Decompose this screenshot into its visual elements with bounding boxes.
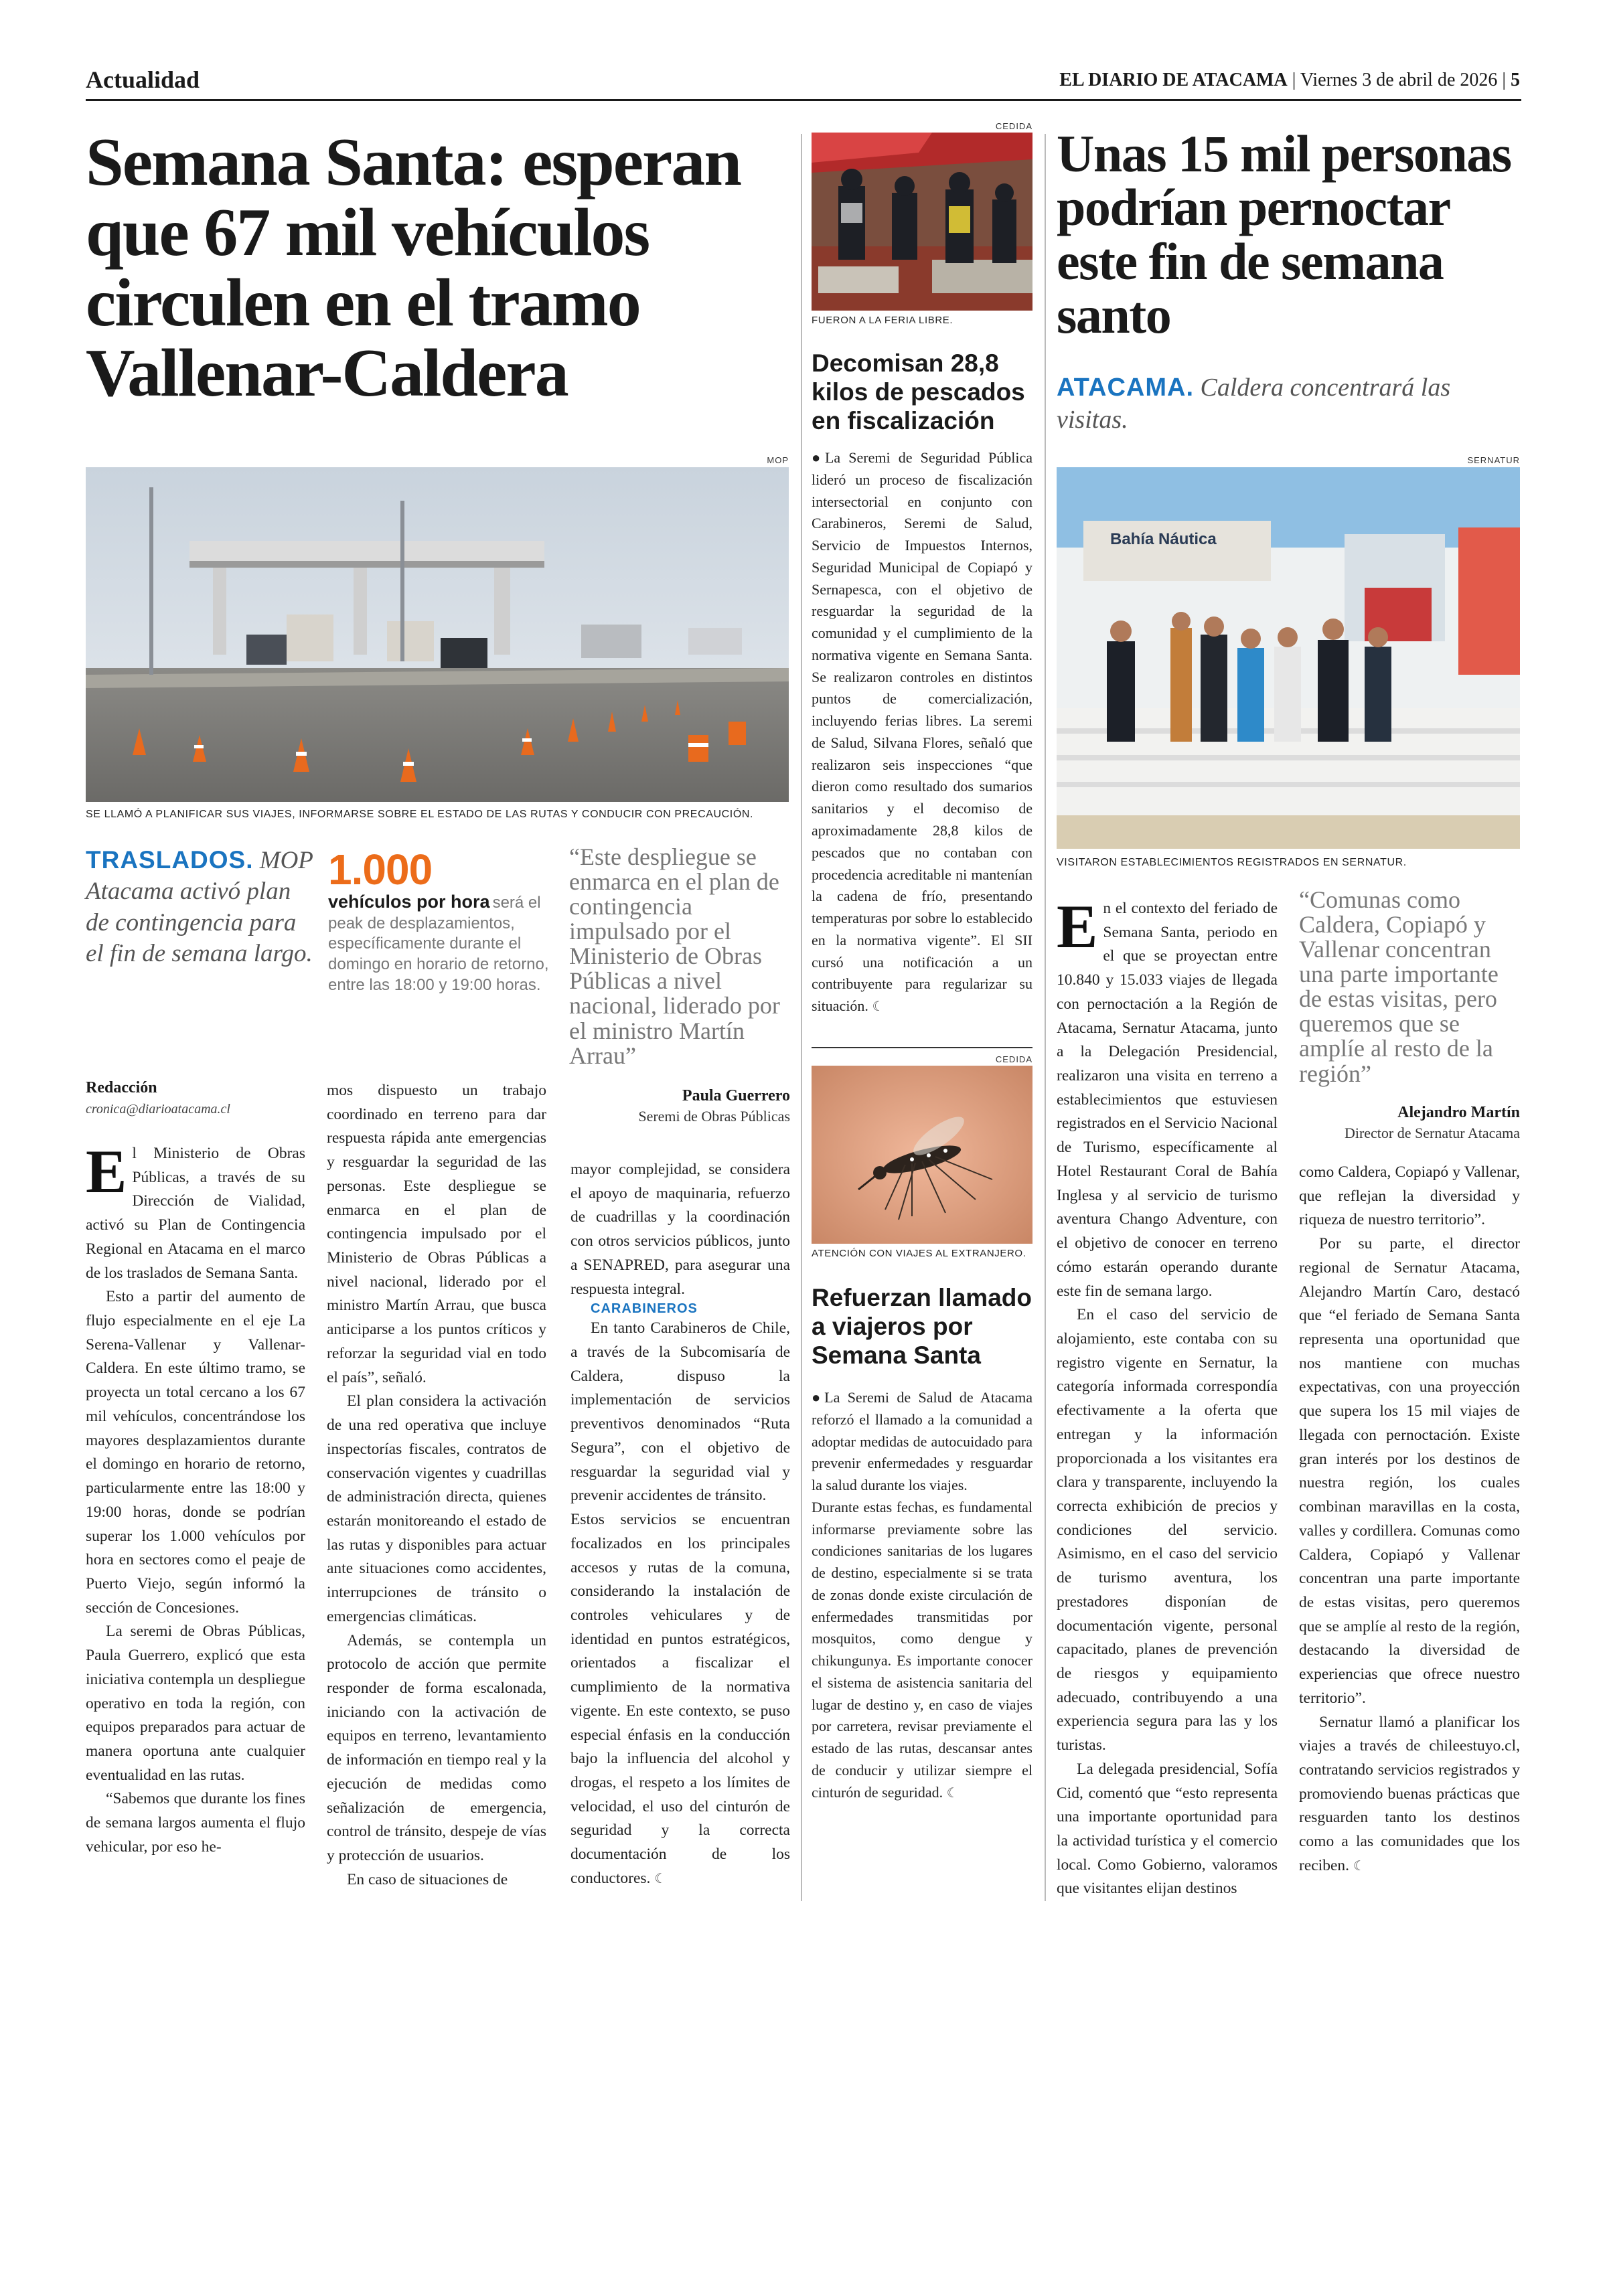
bullet-icon: ● [812, 1389, 825, 1406]
paragraph: En el contexto del feriado de Semana Santa, periodo en el que se proyectan entre 10.840 y 15.033 viajes de llegada con pernoctación a la Región de Atacama, Sernatur Atacama, junto a la Delegación Presidencial, realizaron una visita en terreno a establecimientos que estuviesen registrados en el Servicio Nacional de Turismo, específicamente al Hotel Restaurant Coral de Bahía Inglesa y al servicio de turismo aventura Chango Adventure, con el objetivo de conocer en terreno cómo estarán operando durante este fin de semana largo. [1057, 892, 1278, 1300]
main-quote-role: Seremi de Obras Públicas [638, 1107, 790, 1125]
brief1-headline: Decomisan 28,8 kilos de pescados en fiscalización [812, 349, 1025, 434]
main-lead [86, 845, 313, 969]
toll-plaza-illustration [86, 467, 789, 802]
main-quote-box [569, 845, 790, 1125]
issue-date: Viernes 3 de abril de 2026 [1300, 70, 1498, 90]
header-rule [86, 99, 1521, 101]
paragraph: Esto a partir del aumento de flujo especialmente en el eje La Serena-Vallenar y Vallenar-Caldera. En este último tramo, se proyecta un total cercano a los 67 mil vehículos, concentrándose los mayores desplazamientos durante el domingo en horario de retorno, particularmente entre las 18:00 y 19:00 horas, donde se podrían superar los 1.000 vehículos por hora en sectores como el peaje de Puerto Viejo, según informó la sección de Concesiones. [86, 1288, 305, 1617]
second-photo-caption: VISITARON ESTABLECIMIENTOS REGISTRADOS EN SERNATUR. [1057, 857, 1407, 868]
tourism-visit-illustration [1057, 467, 1520, 849]
stat-number: 1.000 [328, 845, 433, 894]
second-quote-name: Alejandro Martín [1397, 1103, 1520, 1121]
main-kicker: TRASLADOS. [86, 846, 254, 874]
paragraph-text: Estos servicios se encuentran focalizados en los principales accesos y rutas de la comuna, considerando la instalación de controles vehiculares y de identidad en puntos estratégicos, orientados a fiscalizar el cumplimiento de la normativa vigente. En este contexto, se puso especial énfasis en la conducción bajo la influencia del alcohol y drogas, el respeto a los límites de velocidad, el uso del cinturón de seguridad y la correcta documentación de los conductores. [570, 1511, 790, 1887]
second-photo [1057, 467, 1520, 849]
stat-box [328, 845, 549, 996]
paragraph: mos dispuesto un trabajo coordinado en terreno para dar respuesta rápida ante emergencias y resguardar la seguridad de las personas. Este despliegue se enmarca en el plan de contingencia impulsado por el Ministerio de Obras Públicas a nivel nacional, liderado por el ministro Martín Arrau, que busca anticiparse a los puntos críticos y reforzar la seguridad vial en todo el país”, señaló. [327, 1082, 546, 1386]
paragraph: Por su parte, el director regional de Sernatur Atacama, Alejandro Martín Caro, destacó que “el feriado de Semana Santa representa una oportunidad que nos mantiene con muchas expectativas, con una proyección que supera los 15 mil viajes de llegada con pernoctación. Existe gran interés por los destinos de nuestra región, los cuales combinan maravillas en la costa, valles y cordillera. Comunas como Caldera, Copiapó y Vallenar concentran una parte importante de estas visitas, pero queremos que se amplíe al resto de la región, destacando la diversidad de experiencias que ofrece nuestro territorio”. [1299, 1235, 1520, 1707]
paragraph: En caso de situaciones de [347, 1870, 508, 1888]
paragraph: Además, se contempla un protocolo de acción que permite responder de forma escalonada, iniciando con la activación de equipos en terreno, levantamiento de información en tiempo real y la ejecución de medidas como señalización de emergencia, control de tránsito, despeje de vías y protección de usuarios. [327, 1631, 546, 1864]
second-lead [1057, 372, 1525, 436]
paper-name: EL DIARIO DE ATACAMA [1059, 70, 1288, 90]
subhead-carabineros: CARABINEROS [591, 1301, 698, 1317]
main-photo [86, 467, 789, 802]
paragraph: “Sabemos que durante los fines de semana largos aumenta el flujo vehicular, por eso he- [86, 1790, 305, 1856]
end-mark-icon: ☾ [654, 1871, 667, 1886]
column-divider [1045, 134, 1046, 1901]
paragraph: El Ministerio de Obras Públicas, a través de su Dirección de Vialidad, activó su Plan de Contingencia Regional en Atacama en el marco de los traslados de Semana Santa. [86, 1137, 305, 1282]
brief2-headline: Refuerzan llamado a viajeros por Semana Santa [812, 1284, 1032, 1369]
main-lead-text: MOP Atacama activó plan de contingencia para el fin de semana largo. [86, 847, 313, 967]
paragraph: La seremi de Obras Públicas, Paula Guerrero, explicó que esta iniciativa contempla un despliegue operativo en toda la región, con equipos preparados para actuar de manera oportuna ante cualquier eventualidad en las rutas. [86, 1623, 305, 1784]
market-inspection-illustration [812, 133, 1032, 311]
stat-label: vehículos por hora [328, 892, 490, 912]
end-mark-icon: ☾ [872, 999, 885, 1015]
brief1-photo [812, 133, 1032, 311]
end-mark-icon: ☾ [1353, 1858, 1365, 1874]
second-quote-role: Director de Sernatur Atacama [1344, 1124, 1520, 1141]
author-email: cronica@diarioatacama.cl [86, 1102, 230, 1117]
paragraph [812, 1497, 1032, 1804]
paragraph: El plan considera la activación de una red operativa que incluye inspectorías fiscales, contratos de conservación vigentes y cuadrillas de administración directa, quienes estarán monitoreando el estado de las rutas y disponibles para actuar ante situaciones como accidentes, interrupciones de tránsito o emergencias climáticas. [327, 1392, 546, 1625]
paragraph: La delegada presidencial, Sofía Cid, comentó que “esto representa una importante oportunidad para la actividad turística y el comercio local. Como Gobierno, valoramos que visitantes elijan destinos [1057, 1760, 1278, 1898]
stat-text: será el peak de desplazamientos, específicamente durante el domingo en horario de retorno, entre las 18:00 y 19:00 horas. [328, 894, 549, 994]
brief2-photo-caption: ATENCIÓN CON VIAJES AL EXTRANJERO. [812, 1248, 1026, 1259]
second-column-1 [1057, 892, 1278, 1901]
paragraph: como Caldera, Copiapó y Vallenar, que reflejan la diversidad y riqueza de nuestro territorio”. [1299, 1163, 1520, 1229]
second-headline: Unas 15 mil personas podrían pernoctar este fin de semana santo [1057, 125, 1511, 344]
paragraph [1299, 1711, 1520, 1878]
second-quote-box [1299, 888, 1520, 1142]
main-column-3 [570, 1158, 790, 1891]
paragraph [812, 447, 1032, 1017]
brief1-photo-credit: CEDIDA [995, 121, 1032, 131]
paragraph: En tanto Carabineros de Chile, a través de la Subcomisaría de Caldera, dispuso la implementación de servicios preventivos denominados “Ruta Segura”, con el objetivo de resguardar la seguridad vial y prevenir accidentes de tránsito. [570, 1319, 790, 1505]
main-photo-credit: MOP [767, 455, 789, 465]
page-header-info: EL DIARIO DE ATACAMA | Viernes 3 de abril de 2026 | 5 [1059, 70, 1520, 90]
brief2-body [812, 1387, 1032, 1804]
byline: Redacción [86, 1079, 157, 1096]
second-kicker: ATACAMA. [1057, 374, 1194, 402]
brief1-photo-caption: FUERON A LA FERIA LIBRE. [812, 315, 953, 326]
column-divider [801, 134, 802, 1901]
second-quote: “Comunas como Caldera, Copiapó y Vallenar concentran una parte importante de estas visitas, pero queremos que se amplíe al resto de la región” [1299, 886, 1499, 1087]
paragraph-text: Durante estas fechas, es fundamental informarse previamente sobre las condiciones sanitarias de los lugares de destino, especialmente si se trata de zonas donde existe circulación de enfermedades transmitidas por mosquitos, como dengue y chikungunya. Es importante conocer el sistema de asistencia sanitaria del lugar de destino y, en caso de viajes por carretera, revisar previamente el estado de las rutas, descansar antes de conducir y utilizar siempre el cinturón de seguridad. [812, 1498, 1032, 1801]
main-column-1 [86, 1137, 305, 1860]
sign-text: Bahía Náutica [1110, 530, 1217, 548]
main-photo-caption: SE LLAMÓ A PLANIFICAR SUS VIAJES, INFORMARSE SOBRE EL ESTADO DE LAS RUTAS Y CONDUCIR CON PRECAUCIÓN. [86, 809, 754, 820]
brief2-photo-credit: CEDIDA [995, 1054, 1032, 1064]
paragraph: mayor complejidad, se considera el apoyo de maquinaria, refuerzo de cuadrillas y la coordinación con otros servicios públicos, junto a SENAPRED, para asegurar una respuesta integral. [570, 1161, 790, 1298]
paragraph [570, 1508, 790, 1891]
page-number: 5 [1511, 70, 1520, 90]
paragraph-text: La Seremi de Salud de Atacama reforzó el llamado a la comunidad a adoptar medidas de autocuidado para prevenir enfermedades y resguardar la salud durante los viajes. [812, 1389, 1032, 1494]
brief1-body [812, 447, 1032, 1017]
brief-separator [812, 1047, 1032, 1048]
mosquito-illustration [812, 1066, 1032, 1244]
paragraph [812, 1387, 1032, 1497]
second-column-2 [1299, 1161, 1520, 1878]
end-mark-icon: ☾ [946, 1785, 959, 1801]
main-column-2 [327, 1079, 546, 1892]
main-headline: Semana Santa: esperan que 67 mil vehículos circulen en el tramo Vallenar-Caldera [86, 125, 741, 412]
paragraph-text: Sernatur llamó a planificar los viajes a través de chileestuyo.cl, contratando servicios registrados y promoviendo buenas prácticas que resguarden tanto los destinos como a las comunidades que los reciben. [1299, 1713, 1520, 1874]
paragraph: En el caso del servicio de alojamiento, este contaba con su registro vigente en Sernatur, la categoría informada correspondía efectivamente a la oferta que entregan y la información proporcionada a los visitantes era clara y transparente, incluyendo la correcta exhibición de precios y condiciones del servicio. Asimismo, en el caso del servicio de turismo aventura, los prestadores disponían de documentación vigente, personal capacitado, planes de prevención de riesgos y equipamiento adecuado, contribuyendo a una experiencia segura para las y los turistas. [1057, 1306, 1278, 1754]
second-photo-credit: SERNATUR [1467, 455, 1520, 465]
section-name: Actualidad [86, 66, 200, 93]
main-quote-name: Paula Guerrero [682, 1086, 790, 1104]
main-quote: “Este despliegue se enmarca en el plan de contingencia impulsado por el Ministerio de Obras Públicas a nivel nacional, liderado por el ministro Martín Arrau” [569, 843, 780, 1069]
second-lead-text: Caldera concentrará las visitas. [1057, 374, 1451, 434]
bullet-icon: ● [812, 449, 825, 466]
brief2-photo [812, 1066, 1032, 1244]
paragraph-text: La Seremi de Seguridad Pública lideró un proceso de fiscalización intersectorial en conjunto con Carabineros, Seremi de Salud, Servicio de Impuestos Internos, Seguridad Municipal de Copiapó y Sernapesca, con el objetivo de resguardar la seguridad de la comunidad y el cumplimiento de la normativa vigente en Semana Santa. Se realizaron controles en distintos puntos de comercialización, incluyendo ferias libres. La seremi de Salud, Silvana Flores, señaló que realizaron seis inspecciones “que dieron como resultado dos sumarios sanitarios y el decomiso de aproximadamente 28,8 kilos de pescados que no contaban con procedencia acreditable ni mantenían la cadena de frío, presentando temperaturas por sobre lo establecido en la normativa vigente”. El SII cursó una notificación a un contribuyente para regularizar su situación. [812, 449, 1032, 1015]
